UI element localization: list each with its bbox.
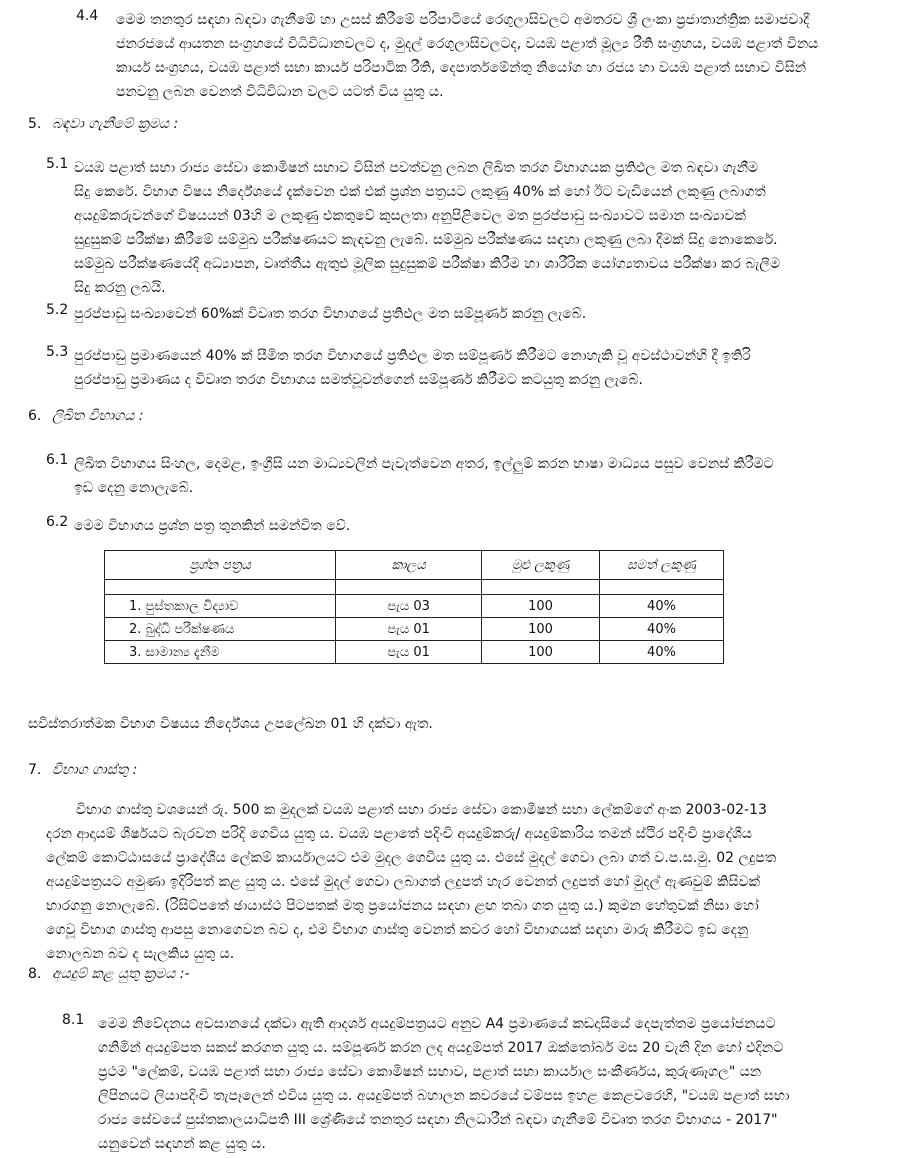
heading-number: 8. [28,966,42,982]
table-row [105,618,724,641]
section-6-2-body [74,514,824,538]
spacer-cell [481,580,599,595]
text-line: අයදුම්පත්‍රයට අමුණා ඉදිරිපත් කළ යුතු ය. එසේ මුදල් ගෙවා ලබාගත් ලදුපත් හැර වෙනත් ලදුපත් හෝ මුදල් ඇණවුම් කිසිවක් [46,874,761,890]
text-line: පුරප්පාඩු ප්‍රමාණය ද විවෘත තරග විභාගය සමත්වූවන්ගෙන් සම්පූර්ණ කිරීමට කටයුතු කරනු ලැබේ. [74,372,643,388]
section-heading-7 [28,762,137,778]
text-line: ලේකම් කොට්ඨාසයේ ප්‍රාදේශීය ලේකම් කාර්යාලයට එම මුදල ගෙවිය යුතු ය. එසේ මුදල් ගෙවා ලබා ගත් ව.ප.ස.මු. 02 ලදුපත [46,850,777,866]
text-line: පනවනු ලබන වෙනත් විධිවිධාන වලට යටත් විය යුතු ය. [116,84,444,100]
text-line: ජනරජයේ ආයතන සංග්‍රහයේ විධිවිධානවලට ද, මුදල් රෙගුලාසිවලටද, වයඹ පළාත් මූල්‍ය රීති සංග්‍රහය, වයඹ පළාත් විනය [116,36,819,52]
table-row [105,595,724,618]
section-5-1-body [74,156,824,300]
heading-number: 6. [28,408,42,424]
header-pass-marks: සමත් ලකුණු [600,551,724,580]
cell-total: 100 [481,641,599,664]
cell-time: පැය 01 [336,618,482,641]
cell-paper: 2. බුද්ධි පරීක්ෂණය [105,618,336,641]
section-number-5-2: 5.2 [46,302,69,318]
text-line: විභාග ගාස්තු වශයෙන් රු. 500 ක මුදලක් වයඹ පළාත් සභා රාජ්‍ය සේවා කොමිෂන් සභා ලේකම්ගේ අංක 2003-02-13 [76,802,767,818]
heading-number: 5. [28,116,42,132]
text-line: සිදු කෙරේ. විභාග විෂය නිර්දේශයේ දැක්වෙන එක් එක් ප්‍රශ්න පත්‍රයට ලකුණු 40% ක් හෝ ඊට වැඩියෙන් ලකුණු ලබාගත් [74,184,766,200]
text-line: ඉඩ දෙනු නොලැබේ. [74,480,194,496]
text-line: අයදුම්කරුවන්ගේ විෂයයන් 03හි ම ලකුණු එකතුවේ කුසලතා අනුපිළිවෙල මත පුරප්පාඩු සංඛ්‍යාවට සමාන සංඛ්‍යාවක් [74,208,746,224]
cell-pass: 40% [600,641,724,664]
section-number-6-2: 6.2 [46,514,69,530]
text-line: ප්‍රථම "ලේකම්, වයඹ පළාත් සභා රාජ්‍ය සේවා කොමිෂන් සභාව, පළාත් සභා කාර්යාල සංකීර්ණය, කුරුණෑගල" යන [98,1064,762,1080]
header-paper: ප්‍රශ්න පත්‍රය [105,551,336,580]
section-8-1-body [98,1012,824,1156]
section-5-3-body [74,344,824,392]
heading-number: 7. [28,762,42,778]
heading-title: ලිඛිත විභාගය : [52,408,144,424]
cell-paper: 1. පුස්තකාල විද්‍යාව [105,595,336,618]
cell-paper: 3. සාමාන්‍ය දැනීම [105,641,336,664]
section-heading-6 [28,408,143,424]
syllabus-note: සවිස්තරාත්මක විභාග විෂයය නිර්දේශය උපලේඛන 01 හි දක්වා ඇත. [28,716,433,732]
spacer-cell [105,580,336,595]
spacer-cell [336,580,482,595]
section-number-5-3: 5.3 [46,344,69,360]
text-line: සම්මුඛ පරීක්ෂණයේදී අධ්‍යාපන, වෘත්තීය ඇතුළු මූලික සුදුසුකම් පරීක්ෂා කිරීම හා ශාරීරික යෝග්‍යතාවය පරීක්ෂා කර බැලීම [74,256,781,272]
text-line: ලිපිනයට ලියාපදිංචි තැපෑලෙන් එවිය යුතු ය. අයදුම්පත් බහාලන කවරයේ වම්පස ඉහළ කෙළවරෙහි, "වයඹ පළාත් සභා [98,1088,790,1104]
text-line: නොලබන බව ද සැලකිය යුතු ය. [46,946,235,962]
text-line: ගනිමින් අයදුම්පත සකස් කරගත යුතු ය. සම්පූර්ණ කරන ලද අයදුම්පත් 2017 ඔක්තෝබර් මස 20 වැනි දින හෝ එදිනට [98,1040,784,1056]
table-header-row [105,551,724,580]
cell-pass: 40% [600,595,724,618]
cell-time: පැය 01 [336,641,482,664]
text-line: සිදු කරනු ලබයි. [74,280,166,296]
text-line: ගෙවූ විභාග ගාස්තු ආපසු නොගෙවන බව ද, එම විභාග ගාස්තු වෙනත් කවර හෝ විභාගයක් සඳහා මාරු කිරීමට ඉඩ දෙනු [46,922,749,938]
text-line: මෙම නිවේදනය අවසානයේ දක්වා ඇති ආදර්ශ අයදුම්පත්‍රයට අනුව A4 ප්‍රමාණයේ කඩදාසියේ දෙපැත්තම ප්‍රයෝජනයට [98,1016,776,1032]
cell-total: 100 [481,618,599,641]
cell-time: පැය 03 [336,595,482,618]
section-number-5-1: 5.1 [46,156,69,172]
section-6-1-body [74,452,824,500]
table-spacer-row [105,580,724,595]
section-number-8-1: 8.1 [62,1012,85,1028]
section-number-6-1: 6.1 [46,452,69,468]
header-time: කාලය [336,551,482,580]
header-total-marks: මුළු ලකුණු [481,551,599,580]
exam-papers-table [104,550,724,664]
text-line: කාර්ය සංග්‍රහය, වයඹ පළාත් සභා කාර්ය පරිපාටික රීති, දෙපාර්තමේන්තු නියෝග හා රජය හා වයඹ පළාත් සභාව විසින් [116,60,807,76]
text-line: මෙම විභාගය ප්‍රශ්න පත්‍ර තුනකින් සමන්විත වේ. [74,518,351,534]
cell-pass: 40% [600,618,724,641]
section-heading-5 [28,116,178,132]
text-line: මෙම තනතුර සඳහා බඳවා ගැනීමේ හා උසස් කිරීමේ පරිපාටියේ රෙගුලාසිවලට අමතරව ශ්‍රී ලංකා ප්‍රජාතාන්ත්‍රික සමාජවාදී [116,12,810,28]
text-line: සුදුසුකම් පරීක්ෂා කිරීමේ සම්මුඛ පරීක්ෂණයට කැඳවනු ලැබේ. සම්මුඛ පරීක්ෂණය සඳහා ලකුණු ලබා දීමක් සිදු නොකෙරේ. [74,232,778,248]
text-line: යනුවෙන් සඳහන් කළ යුතු ය. [98,1136,266,1152]
section-7-body [46,798,824,966]
heading-title: අයදුම් කළ යුතු ක්‍රමය :- [52,966,190,982]
text-line: පුරප්පාඩු ප්‍රමාණයෙන් 40% ක් සීමිත තරග විභාගයේ ප්‍රතිඵල මත සම්පූර්ණ කිරීමට නොහැකි වූ අවස්ථාවන්හි දී ඉතිරි [74,348,751,364]
section-number-4-4: 4.4 [76,8,99,24]
text-line: පුරප්පාඩු සංඛ්‍යාවෙන් 60%ක් විවෘත තරග විභාගයේ ප්‍රතිඵල මත සම්පූර්ණ කරනු ලැබේ. [74,306,587,322]
text-line: භාරගනු නොලැබේ. (රිසිට්පතේ ඡායාස්ථ පිටපතක් මතු ප්‍රයෝජනය සඳහා ළඟ තබා ගත යුතු ය.) කුමන හේතුවක් නිසා හෝ [46,898,759,914]
section-heading-8 [28,966,190,982]
section-4-4-body [116,8,824,104]
table-row [105,641,724,664]
text-line: වයඹ පළාත් සභා රාජ්‍ය සේවා කොමිෂන් සභාව විසින් පවත්වනු ලබන ලිඛිත තරග විභාගයක ප්‍රතිඵල මත බඳවා ගැනීම [74,160,759,176]
heading-title: විභාග ගාස්තු : [52,762,138,778]
spacer-cell [600,580,724,595]
heading-title: බඳවා ගැනීමේ ක්‍රමය : [52,116,179,132]
text-line: දරන ආදායම් ශීර්ෂයට බැරවන පරිදි ගෙවිය යුතු ය. වයඹ පළාතේ පදිංචි අයදුම්කරු/ අයදුම්කාරිය තමන් ස්ථිර පදිංචි ප්‍රාදේශීය [46,826,752,842]
text-line: රාජ්‍ය සේවයේ පුස්තකාලයාධිපති III ශ්‍රේණියේ තනතුර සඳහා නිලධාරීන් බඳවා ගැනීමේ විවෘත තරග විභාගය - 2017" [98,1112,778,1128]
text-line: ලිඛිත විභාගය සිංහල, දෙමළ, ඉංග්‍රීසි යන මාධ්‍යවලින් පැවැත්වෙන අතර, ඉල්ලුම් කරන භාෂා මාධ්‍යය පසුව වෙනස් කිරීමට [74,456,774,472]
section-5-2-body [74,302,824,326]
cell-total: 100 [481,595,599,618]
